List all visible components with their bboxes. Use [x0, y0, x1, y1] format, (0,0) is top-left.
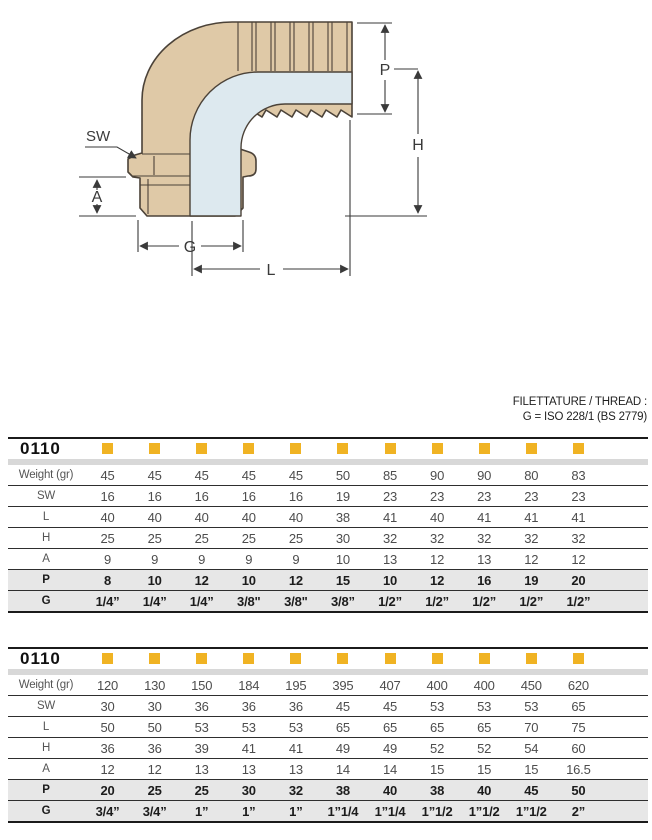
- value-cell: 195: [285, 677, 307, 693]
- value-cell: 10: [131, 570, 178, 591]
- swatch-cell: [84, 648, 131, 669]
- table-row: [8, 780, 648, 801]
- variant-swatch-icon: [102, 443, 113, 454]
- value-cell: 23: [414, 486, 461, 507]
- value-cell: 13: [272, 759, 319, 780]
- value-cell: 32: [366, 528, 413, 549]
- value-cell: 40: [178, 507, 225, 528]
- value-cell: 400: [426, 677, 448, 693]
- value-cell: 25: [178, 780, 225, 801]
- value-cell: 1”: [178, 801, 225, 823]
- value-cell: 15: [414, 759, 461, 780]
- filler-cell: [602, 801, 648, 823]
- value-cell: 70: [508, 717, 555, 738]
- value-cell: 41: [461, 507, 508, 528]
- value-cell: 25: [272, 528, 319, 549]
- value-cell: 14: [366, 759, 413, 780]
- swatch-cell: [366, 648, 413, 669]
- swatch-cell: [272, 438, 319, 459]
- value-cell: 1/2”: [555, 591, 602, 613]
- filler-cell: [602, 780, 648, 801]
- fitting-body-group: [128, 22, 352, 216]
- value-cell: 9: [272, 549, 319, 570]
- swatch-cell: [414, 438, 461, 459]
- value-cell: 14: [319, 759, 366, 780]
- value-cell: 38: [319, 507, 366, 528]
- value-cell: 45: [508, 780, 555, 801]
- table-header-row: [8, 438, 648, 459]
- sw-leader-line: [85, 147, 136, 158]
- swatch-cell: [461, 438, 508, 459]
- value-cell: 36: [84, 738, 131, 759]
- value-cell: 53: [414, 696, 461, 717]
- value-cell: 1”1/4: [366, 801, 413, 823]
- swatch-cell: [84, 438, 131, 459]
- value-cell: 30: [84, 696, 131, 717]
- swatch-cell: [555, 648, 602, 669]
- table-row: [8, 717, 648, 738]
- swatch-cell: [178, 438, 225, 459]
- value-cell: 40: [131, 507, 178, 528]
- table-row: [8, 696, 648, 717]
- swatch-cell: [414, 648, 461, 669]
- value-cell: 36: [272, 696, 319, 717]
- value-cell: 1/2”: [508, 591, 555, 613]
- swatch-cell: [131, 648, 178, 669]
- value-cell: 32: [461, 528, 508, 549]
- swatch-cell: [225, 648, 272, 669]
- row-label: P: [8, 570, 84, 591]
- value-cell: 130: [144, 677, 166, 693]
- value-cell: 1/2”: [461, 591, 508, 613]
- value-cell: 1”1/4: [319, 801, 366, 823]
- value-cell: 9: [178, 549, 225, 570]
- value-cell: 1”1/2: [508, 801, 555, 823]
- variant-swatch-icon: [432, 653, 443, 664]
- value-cell: 20: [84, 780, 131, 801]
- value-cell: 1”1/2: [414, 801, 461, 823]
- swatch-cell: [319, 438, 366, 459]
- value-cell: 45: [319, 696, 366, 717]
- table-row: [8, 738, 648, 759]
- value-cell: 1/4”: [131, 591, 178, 613]
- value-cell: 12: [508, 549, 555, 570]
- product-code: 0110: [20, 439, 61, 458]
- value-cell: 16: [178, 486, 225, 507]
- value-cell: 85: [382, 467, 398, 483]
- variant-swatch-icon: [243, 653, 254, 664]
- value-cell: 400: [473, 677, 495, 693]
- swatch-cell: [366, 438, 413, 459]
- value-cell: 1”1/2: [461, 801, 508, 823]
- value-cell: 65: [555, 696, 602, 717]
- h-label: H: [412, 137, 424, 154]
- value-cell: 2”: [555, 801, 602, 823]
- value-cell: 40: [225, 507, 272, 528]
- swatch-cell: [508, 438, 555, 459]
- value-cell: 8: [84, 570, 131, 591]
- variant-swatch-icon: [102, 653, 113, 664]
- value-cell: 3/4”: [84, 801, 131, 823]
- value-cell: 65: [366, 717, 413, 738]
- value-cell: 50: [555, 780, 602, 801]
- value-cell: 16: [461, 570, 508, 591]
- value-cell: 1/2”: [366, 591, 413, 613]
- swatch-cell: [555, 438, 602, 459]
- table-row: [8, 549, 648, 570]
- filler-cell: [602, 465, 648, 486]
- p-label: P: [379, 62, 391, 79]
- value-cell: 9: [84, 549, 131, 570]
- filler-cell: [602, 438, 648, 459]
- value-cell: 23: [461, 486, 508, 507]
- variant-swatch-icon: [526, 443, 537, 454]
- value-cell: 41: [272, 738, 319, 759]
- value-cell: 45: [366, 696, 413, 717]
- value-cell: 53: [178, 717, 225, 738]
- row-label: H: [8, 528, 84, 549]
- value-cell: 19: [319, 486, 366, 507]
- value-cell: 32: [508, 528, 555, 549]
- row-label: Weight (gr): [18, 679, 74, 691]
- variant-swatch-icon: [290, 443, 301, 454]
- filler-cell: [602, 549, 648, 570]
- variant-swatch-icon: [526, 653, 537, 664]
- value-cell: 12: [178, 570, 225, 591]
- value-cell: 10: [319, 549, 366, 570]
- value-cell: 25: [131, 780, 178, 801]
- variant-swatch-icon: [573, 653, 584, 664]
- value-cell: 53: [508, 696, 555, 717]
- value-cell: 1/2”: [414, 591, 461, 613]
- variant-swatch-icon: [290, 653, 301, 664]
- row-label: H: [8, 738, 84, 759]
- value-cell: 45: [194, 467, 209, 483]
- value-cell: 15: [508, 759, 555, 780]
- value-cell: 407: [379, 677, 401, 693]
- variant-swatch-icon: [432, 443, 443, 454]
- filler-cell: [602, 696, 648, 717]
- value-cell: 45: [147, 467, 162, 483]
- variant-swatch-icon: [337, 653, 348, 664]
- value-cell: 50: [335, 467, 350, 483]
- value-cell: 45: [100, 467, 115, 483]
- value-cell: 3/8": [225, 591, 272, 613]
- value-cell: 1”: [272, 801, 319, 823]
- value-cell: 45: [241, 467, 256, 483]
- value-cell: 395: [332, 677, 354, 693]
- value-cell: 9: [131, 549, 178, 570]
- value-cell: 32: [414, 528, 461, 549]
- row-label: L: [8, 717, 84, 738]
- value-cell: 75: [555, 717, 602, 738]
- filler-cell: [602, 675, 648, 696]
- variant-swatch-icon: [385, 443, 396, 454]
- value-cell: 40: [366, 780, 413, 801]
- variant-swatch-icon: [149, 653, 160, 664]
- table-row: [8, 528, 648, 549]
- row-label: SW: [8, 696, 84, 717]
- value-cell: 3/4”: [131, 801, 178, 823]
- value-cell: 38: [319, 780, 366, 801]
- value-cell: 52: [414, 738, 461, 759]
- table-row: [8, 507, 648, 528]
- value-cell: 3/8": [272, 591, 319, 613]
- value-cell: 90: [430, 467, 445, 483]
- filler-cell: [602, 648, 648, 669]
- value-cell: 40: [414, 507, 461, 528]
- value-cell: 23: [366, 486, 413, 507]
- variant-swatch-icon: [196, 653, 207, 664]
- value-cell: 13: [178, 759, 225, 780]
- product-code: 0110: [20, 649, 61, 668]
- value-cell: 83: [571, 467, 586, 483]
- value-cell: 45: [288, 467, 303, 483]
- value-cell: 40: [272, 507, 319, 528]
- variant-swatch-icon: [196, 443, 207, 454]
- filler-cell: [602, 759, 648, 780]
- value-cell: 3/8”: [319, 591, 366, 613]
- value-cell: 12: [131, 759, 178, 780]
- value-cell: 65: [461, 717, 508, 738]
- value-cell: 16: [131, 486, 178, 507]
- variant-swatch-icon: [149, 443, 160, 454]
- value-cell: 39: [178, 738, 225, 759]
- value-cell: 16: [272, 486, 319, 507]
- value-cell: 41: [366, 507, 413, 528]
- row-label: P: [8, 780, 84, 801]
- value-cell: 23: [508, 486, 555, 507]
- value-cell: 49: [366, 738, 413, 759]
- value-cell: 50: [131, 717, 178, 738]
- swatch-cell: [319, 648, 366, 669]
- filler-cell: [602, 528, 648, 549]
- value-cell: 32: [555, 528, 602, 549]
- swatch-cell: [178, 648, 225, 669]
- variant-swatch-icon: [385, 653, 396, 664]
- swatch-cell: [461, 648, 508, 669]
- value-cell: 184: [238, 677, 260, 693]
- value-cell: 10: [366, 570, 413, 591]
- value-cell: 41: [225, 738, 272, 759]
- value-cell: 12: [84, 759, 131, 780]
- value-cell: 16.5: [555, 759, 602, 780]
- value-cell: 12: [414, 570, 461, 591]
- value-cell: 40: [84, 507, 131, 528]
- swatch-cell: [508, 648, 555, 669]
- value-cell: 41: [508, 507, 555, 528]
- value-cell: 16: [84, 486, 131, 507]
- row-label: A: [8, 759, 84, 780]
- value-cell: 25: [225, 528, 272, 549]
- swatch-cell: [225, 438, 272, 459]
- variant-swatch-icon: [479, 443, 490, 454]
- variant-swatch-icon: [573, 443, 584, 454]
- value-cell: 36: [178, 696, 225, 717]
- filler-cell: [602, 570, 648, 591]
- value-cell: 36: [131, 738, 178, 759]
- table-header-row: [8, 648, 648, 669]
- value-cell: 53: [272, 717, 319, 738]
- table-row: [8, 465, 648, 486]
- table-row: [8, 801, 648, 823]
- row-label: G: [8, 591, 84, 613]
- a-label: A: [91, 189, 103, 206]
- filler-cell: [602, 591, 648, 613]
- value-cell: 12: [414, 549, 461, 570]
- fitting-drawing: [0, 0, 652, 390]
- value-cell: 12: [272, 570, 319, 591]
- value-cell: 20: [555, 570, 602, 591]
- value-cell: 65: [319, 717, 366, 738]
- value-cell: 150: [191, 677, 213, 693]
- value-cell: 49: [319, 738, 366, 759]
- swatch-cell: [131, 438, 178, 459]
- value-cell: 32: [272, 780, 319, 801]
- fitting-bore: [190, 72, 352, 216]
- table-row: [8, 570, 648, 591]
- value-cell: 30: [225, 780, 272, 801]
- value-cell: 25: [84, 528, 131, 549]
- value-cell: 10: [225, 570, 272, 591]
- value-cell: 9: [225, 549, 272, 570]
- value-cell: 90: [477, 467, 492, 483]
- spec-table-small-sizes: [8, 437, 648, 613]
- thread-note: [513, 395, 647, 425]
- variant-swatch-icon: [243, 443, 254, 454]
- thread-note-line2: G = ISO 228/1 (BS 2779): [522, 411, 647, 423]
- value-cell: 80: [524, 467, 539, 483]
- value-cell: 60: [555, 738, 602, 759]
- value-cell: 30: [319, 528, 366, 549]
- table-row: [8, 759, 648, 780]
- value-cell: 65: [414, 717, 461, 738]
- value-cell: 25: [131, 528, 178, 549]
- value-cell: 12: [555, 549, 602, 570]
- value-cell: 120: [96, 677, 119, 693]
- value-cell: 19: [508, 570, 555, 591]
- value-cell: 54: [508, 738, 555, 759]
- value-cell: 620: [567, 677, 589, 693]
- row-label: SW: [8, 486, 84, 507]
- value-cell: 16: [225, 486, 272, 507]
- value-cell: 15: [461, 759, 508, 780]
- filler-cell: [602, 507, 648, 528]
- table-row: [8, 675, 648, 696]
- value-cell: 15: [319, 570, 366, 591]
- value-cell: 1”: [225, 801, 272, 823]
- value-cell: 36: [225, 696, 272, 717]
- l-label: L: [266, 262, 276, 279]
- variant-swatch-icon: [337, 443, 348, 454]
- value-cell: 30: [131, 696, 178, 717]
- filler-cell: [602, 738, 648, 759]
- thread-note-line1: FILETTATURE / THREAD :: [512, 396, 647, 408]
- table-row: [8, 486, 648, 507]
- g-label: G: [183, 239, 197, 256]
- value-cell: 23: [555, 486, 602, 507]
- value-cell: 13: [461, 549, 508, 570]
- value-cell: 50: [84, 717, 131, 738]
- value-cell: 1/4”: [84, 591, 131, 613]
- value-cell: 53: [225, 717, 272, 738]
- value-cell: 25: [178, 528, 225, 549]
- sw-label: SW: [86, 128, 111, 145]
- value-cell: 450: [520, 677, 542, 693]
- swatch-cell: [272, 648, 319, 669]
- value-cell: 40: [461, 780, 508, 801]
- value-cell: 38: [414, 780, 461, 801]
- row-label: G: [8, 801, 84, 823]
- row-label: A: [8, 549, 84, 570]
- value-cell: 53: [461, 696, 508, 717]
- variant-swatch-icon: [479, 653, 490, 664]
- row-label: Weight (gr): [18, 469, 74, 481]
- row-label: L: [8, 507, 84, 528]
- value-cell: 1/4”: [178, 591, 225, 613]
- table-row: [8, 591, 648, 613]
- value-cell: 52: [461, 738, 508, 759]
- filler-cell: [602, 486, 648, 507]
- value-cell: 41: [555, 507, 602, 528]
- value-cell: 13: [366, 549, 413, 570]
- filler-cell: [602, 717, 648, 738]
- value-cell: 13: [225, 759, 272, 780]
- spec-table-large-sizes: [8, 647, 648, 823]
